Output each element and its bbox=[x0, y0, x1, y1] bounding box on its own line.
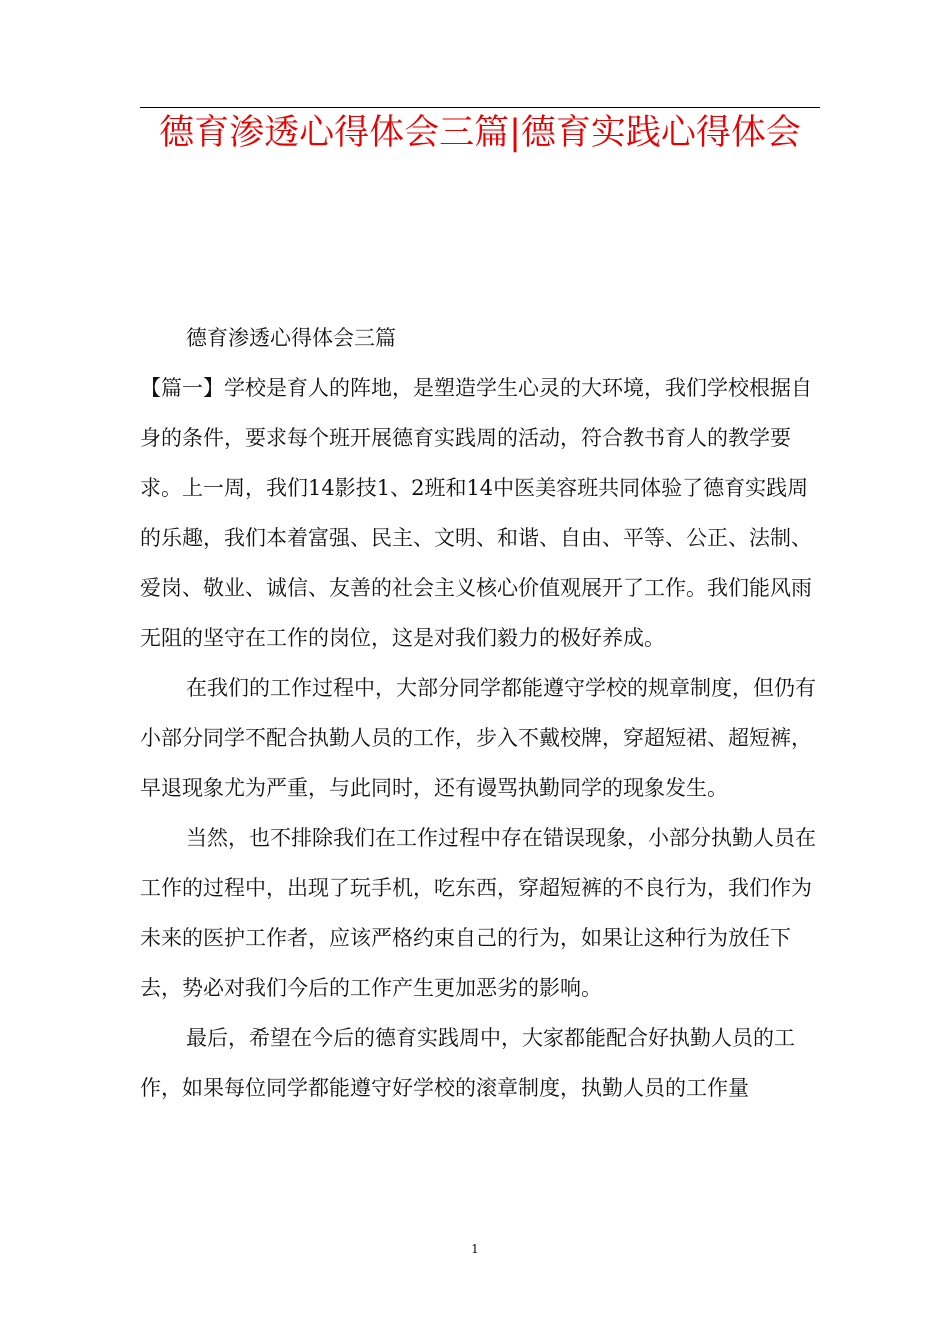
document-title: 德育渗透心得体会三篇|德育实践心得体会 bbox=[159, 113, 801, 153]
paragraph-1: 【篇一】学校是育人的阵地，是塑造学生心灵的大环境，我们学校根据自身的条件，要求每个班开展德育实践周的活动，符合教书育人的教学要求。上一周，我们14影技1、2班和14中医美容班共同体验了德育实践周的乐趣，我们本着富强、民主、文明、和谐、自由、平等、公正、法制、爱岗、敬业、诚信、友善的社会主义核心价值观展开了工作。我们能风雨无阻的坚守在工作的岗位，这是对我们毅力的极好养成。 bbox=[140, 376, 812, 650]
page-number: 1 bbox=[471, 1242, 479, 1256]
section-heading: 德育渗透心得体会三篇 bbox=[186, 326, 396, 350]
header-rule bbox=[140, 107, 820, 108]
paragraph-4: 最后，希望在今后的德育实践周中，大家都能配合好执勤人员的工作，如果每位同学都能遵守好学校的滚章制度，执勤人员的工作量 bbox=[140, 1026, 795, 1100]
document-body bbox=[140, 313, 822, 1113]
paragraph-2: 在我们的工作过程中，大部分同学都能遵守学校的规章制度，但仍有小部分同学不配合执勤人员的工作，步入不戴校牌，穿超短裙、超短裤，早退现象尤为严重，与此同时，还有谩骂执勤同学的现象发生。 bbox=[140, 676, 816, 800]
paragraph-3: 当然，也不排除我们在工作过程中存在错误现象，小部分执勤人员在工作的过程中，出现了玩手机，吃东西，穿超短裤的不良行为，我们作为未来的医护工作者，应该严格约束自己的行为，如果让这种行为放任下去，势必对我们今后的工作产生更加恶劣的影响。 bbox=[140, 826, 816, 1000]
